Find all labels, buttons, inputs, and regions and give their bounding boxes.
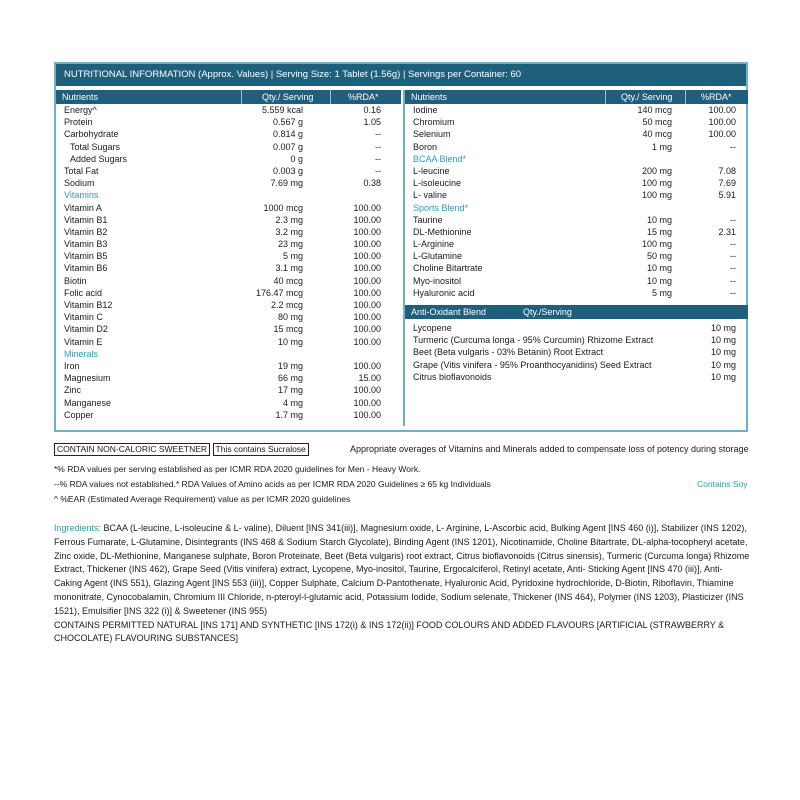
nutrient-qty: 100 mg [641,190,672,201]
table-row [56,202,401,214]
nutrient-name: Myo-inositol [413,275,462,286]
nutrient-rda: -- [730,275,736,286]
table-row [56,141,401,153]
soy-note: Contains Soy [697,479,748,489]
table-row [56,128,401,140]
nutrient-qty: 17 mg [277,385,303,396]
nutrient-name: Beet (Beta vulgaris - 03% Betanin) Root Extract [413,347,604,358]
ingredients-label: Ingredients: [54,523,102,533]
rda-note: *% RDA values per serving established as per ICMR RDA 2020 guidelines for Men - Heavy Work. [54,464,421,474]
antioxidant-header-name: Anti-Oxidant Blend [411,307,487,317]
nutrient-name: L-Glutamine [413,251,463,262]
header-qty: Qty./ Serving [621,92,673,102]
nutrient-qty: 80 mg [277,312,303,323]
nutrient-qty: 0.814 g [272,129,303,140]
nutrient-qty: 1.7 mg [275,409,303,420]
table-row [405,226,748,238]
overage-note: Appropriate overages of Vitamins and Minerals added to compensate loss of potency during storage [350,444,749,454]
nutrient-name: Minerals [64,348,99,359]
table-row [56,214,401,226]
nutrient-name: Vitamin B12 [64,300,113,310]
ingredients-text: BCAA (L-leucine, L-isoleucine & L- valine), Diluent [INS 341(iii)], Magnesium oxide, L- Arginine, L-Ascorbic acid, Bulking Agent [INS 460 (i)], Stabilizer (INS 1202), Ferrous Fumarate, L-Glutamine, Disintegrants (INS 468 & Sodium Starch Glycolate), Binding Agent (INS 1201), Nicotinamide, Choline Bitartrate, DL-alpha-tocopheryl acetate, Zinc oxide, DL-Methionine, Manganese sulphate, Boron Proteinate, Beet (Beta vulgaris) root extract, Citrus bioflavonoids (Citrus sinensis), Turmeric (Curcuma longa) Rhizome Extract, Thickener (INS 462), Grape Seed (Vitis vinifera) extract, Lycopene, Myo-inositol, Taurine, Ergocalciferol, Retinyl acetate, Anti- Sticking Agent [INS 470 (iii)], Anti-Caking Agent (INS 551), Glazing Agent [INS 553 (iii)], Copper Sulphate, Calcium D-Pantothenate, Hyaluronic Acid, Pyridoxine hydrochloride, D-Biotin, Riboflavin, Thiamine mononitrate, Cynocobalamin, Chromium III Chloride, n-pteroyl-l-glutamic acid, Potassium Iodide, Sodium selenate, Thickener (INS 464), Polymer (INS 1203), Plasticizer (INS 1521), Emulsifier [INS 322 (i)] & Sweetener (INS 955) [54,523,750,616]
table-row [405,287,748,299]
table-row [405,346,748,358]
nutrient-rda: -- [375,129,381,140]
nutrient-qty: 0.007 g [272,141,303,152]
nutrient-name: BCAA Blend* [413,153,467,164]
left-table-body [56,104,401,421]
nutrient-qty: 66 mg [277,373,303,384]
nutrient-rda: -- [730,251,736,262]
nutrient-rda: 2.31 [718,226,736,237]
nutrient-name: L-leucine [413,165,450,176]
nutrient-rda: 100.00 [708,105,736,115]
nutrient-name: Grape (Vitis vinifera - 95% Proanthocyanidins) Seed Extract [413,359,652,370]
nutrient-name: Folic acid [64,287,103,298]
section-heading [405,202,748,214]
nutrient-name: Manganese [64,397,112,408]
nutrient-name: Vitamin E [64,336,103,347]
table-row [405,189,748,201]
left-table-header [56,90,401,104]
nutrient-qty: 200 mg [641,165,672,176]
table-row [405,275,748,287]
nutrient-name: Magnesium [64,373,111,384]
table-row [56,177,401,189]
nutrient-rda: 15.00 [358,373,381,384]
nutrient-name: Vitamin B3 [64,239,108,250]
table-row [56,226,401,238]
table-row [56,360,401,372]
nutrient-name: Vitamin B2 [64,226,108,237]
nutrient-qty: 100 mg [641,178,672,189]
nutrient-qty: 15 mg [646,226,672,237]
nutrient-rda: 100.00 [353,336,381,347]
nutrient-rda: 100.00 [353,275,381,286]
nutrient-name: Vitamin D2 [64,324,108,335]
nutrient-rda: -- [375,153,381,164]
nutrient-rda: 100.00 [353,239,381,250]
table-row [56,287,401,299]
table-row [56,384,401,396]
nutrient-name: Boron [413,141,438,152]
table-row [405,177,748,189]
nutrient-rda: 100.00 [353,312,381,323]
table-row [405,128,748,140]
nutrient-qty: 100 mg [641,239,672,250]
table-row [56,397,401,409]
table-row [405,238,748,250]
nutrient-rda: -- [730,287,736,298]
left-table [56,90,401,426]
nutrient-name: Total Sugars [70,141,121,152]
nutrient-rda: 100.00 [353,214,381,225]
nutrient-qty: 2.3 mg [275,214,303,225]
nutrient-rda: 100.00 [353,287,381,298]
nutrient-name: Biotin [64,275,87,286]
nutrient-name: Lycopene [413,323,452,333]
antioxidant-header-qty: Qty./Serving [523,307,572,317]
nutrient-qty: 50 mg [646,251,672,262]
header-rda: %RDA* [701,92,732,102]
sweetener-boxes [54,443,309,456]
nutrient-rda: 7.08 [718,165,736,176]
nutrient-qty: 5.559 kcal [261,105,303,115]
right-table [403,90,748,426]
table-row [56,116,401,128]
nutrient-qty: 19 mg [277,360,303,371]
header-nutrients: Nutrients [411,92,448,102]
table-row [56,336,401,348]
nutrient-name: Selenium [413,129,451,140]
nutrient-qty: 5 mg [282,251,303,262]
nutrient-qty: 3.2 mg [275,226,303,237]
table-row [56,275,401,287]
nutrient-qty: 10 mg [646,275,672,286]
nutrient-qty: 0.003 g [272,165,303,176]
table-row [56,409,401,421]
nutrient-qty: 23 mg [277,239,303,250]
nutrient-rda: 100.00 [353,397,381,408]
nutrient-rda: 100.00 [353,385,381,396]
table-row [405,334,748,346]
nutrient-name: Carbohydrate [64,129,119,140]
nutrient-name: Vitamin C [64,312,103,323]
nutrient-name: DL-Methionine [413,226,472,237]
nutrient-qty: 0 g [290,153,303,164]
nutrient-rda: 100.00 [708,117,736,128]
table-row [405,262,748,274]
nutrient-name: Chromium [413,117,455,128]
table-row [56,323,401,335]
nutrient-rda: 1.05 [363,117,381,128]
table-row [405,322,748,334]
nutrient-rda: 7.69 [718,178,736,189]
ingredients [54,522,750,646]
nutrient-name: Vitamin A [64,202,102,213]
section-heading [405,153,748,165]
nutrient-qty: 10 mg [710,347,736,358]
nutrient-rda: 100.00 [353,300,381,310]
table-row [56,153,401,165]
nutrient-name: Vitamin B5 [64,251,108,262]
table-row [405,214,748,226]
nutrient-name: L- valine [413,190,448,201]
nutrient-rda: 0.16 [363,105,381,115]
table-row [405,141,748,153]
nutrient-qty: 1000 mcg [263,202,303,213]
nutrient-name: Hyaluronic acid [413,287,475,298]
nutrient-name: Copper [64,409,94,420]
nutrient-rda: 100.00 [353,324,381,335]
sweetener-box: CONTAIN NON-CALORIC SWEETNER [54,443,210,456]
nutrient-name: L-Arginine [413,239,455,250]
nutrient-qty: 10 mg [710,371,736,382]
antioxidant-header [405,305,748,319]
nutrient-qty: 7.69 mg [270,178,303,189]
nutrient-qty: 176.47 mcg [255,287,303,298]
nutrient-qty: 40 mcg [642,129,672,140]
nutrient-qty: 10 mg [710,323,736,333]
nutrient-rda: -- [730,141,736,152]
nutrient-qty: 4 mg [282,397,303,408]
nutrient-qty: 50 mcg [642,117,672,128]
table-row [56,165,401,177]
nutrient-rda: 100.00 [353,202,381,213]
antioxidant-body [405,322,748,383]
nutrient-name: Sodium [64,178,95,189]
table-row [56,104,401,116]
nutrient-qty: 10 mg [710,335,736,346]
amino-note: --% RDA values not established.* RDA Values of Amino acids as per ICMR RDA 2020 Guidelines ≥ 65 kg Individuals [54,479,491,489]
table-row [56,238,401,250]
nutrient-name: Vitamin B1 [64,214,108,225]
right-table-body [405,104,748,299]
nutrient-rda: 100.00 [353,263,381,274]
table-row [405,371,748,383]
header-nutrients: Nutrients [62,92,99,102]
header-rda: %RDA* [348,92,379,102]
section-heading [56,189,401,201]
table-row [405,104,748,116]
nutrient-rda: -- [730,239,736,250]
nutrient-qty: 3.1 mg [275,263,303,274]
nutrient-rda: -- [730,214,736,225]
table-row [56,372,401,384]
nutrient-rda: 100.00 [708,129,736,140]
nutrient-rda: 5.91 [718,190,736,201]
section-heading [56,348,401,360]
nutrient-name: Turmeric (Curcuma longa - 95% Curcumin) Rhizome Extract [413,335,654,346]
table-row [56,250,401,262]
nutrition-panel [54,62,748,432]
nutrient-name: Iron [64,360,80,371]
nutrient-name: Iodine [413,105,438,115]
nutrient-name: Total Fat [64,165,99,176]
table-row [405,116,748,128]
nutrient-qty: 10 mg [277,336,303,347]
nutrient-name: Zinc [64,385,82,396]
table-row [405,165,748,177]
nutrient-name: Choline Bitartrate [413,263,483,274]
nutrient-name: Sports Blend* [413,202,469,213]
nutrient-qty: 1 mg [651,141,672,152]
table-row [56,311,401,323]
nutrient-name: Vitamins [64,190,99,201]
nutrient-qty: 15 mcg [273,324,303,335]
nutrient-rda: 0.38 [363,178,381,189]
right-table-header [405,90,748,104]
nutrient-qty: 5 mg [651,287,672,298]
nutrient-qty: 10 mg [646,263,672,274]
nutrient-name: Protein [64,117,93,128]
nutrient-rda: -- [375,141,381,152]
nutrient-name: Taurine [413,214,443,225]
header-qty: Qty./ Serving [262,92,314,102]
nutrient-qty: 40 mcg [273,275,303,286]
nutrient-rda: 100.00 [353,226,381,237]
nutrient-name: Added Sugars [70,153,128,164]
table-row [56,262,401,274]
table-row [56,299,401,311]
nutrient-qty: 10 mg [710,359,736,370]
nutrient-name: Citrus bioflavonoids [413,371,492,382]
nutrient-rda: 100.00 [353,360,381,371]
nutrient-name: L-isoleucine [413,178,462,189]
sucralose-box: This contains Sucralose [213,443,309,456]
nutrient-qty: 140 mcg [637,105,672,115]
nutrient-rda: -- [375,165,381,176]
nutrient-rda: 100.00 [353,409,381,420]
colours-note: CONTAINS PERMITTED NATURAL [INS 171] AND SYNTHETIC [INS 172(i) & INS 172(ii)] FOOD COLOURS AND ADDED FLAVOURS [ARTIFICIAL (STRAWBERRY & CHOCOLATE) FLAVOURING SUBSTANCES] [54,619,725,644]
ear-note: ^ %EAR (Estimated Average Requirement) value as per ICMR 2020 guidelines [54,494,351,504]
nutrient-qty: 10 mg [646,214,672,225]
nutrient-rda: -- [730,263,736,274]
nutrient-qty: 0.567 g [272,117,303,128]
nutrient-rda: 100.00 [353,251,381,262]
table-row [405,250,748,262]
table-row [405,359,748,371]
nutrient-qty: 2.2 mcg [270,300,303,310]
panel-title: NUTRITIONAL INFORMATION (Approx. Values) | Serving Size: 1 Tablet (1.56g) | Servings per Container: 60 [56,64,746,86]
nutrient-name: Energy^ [64,105,97,115]
nutrient-name: Vitamin B6 [64,263,108,274]
